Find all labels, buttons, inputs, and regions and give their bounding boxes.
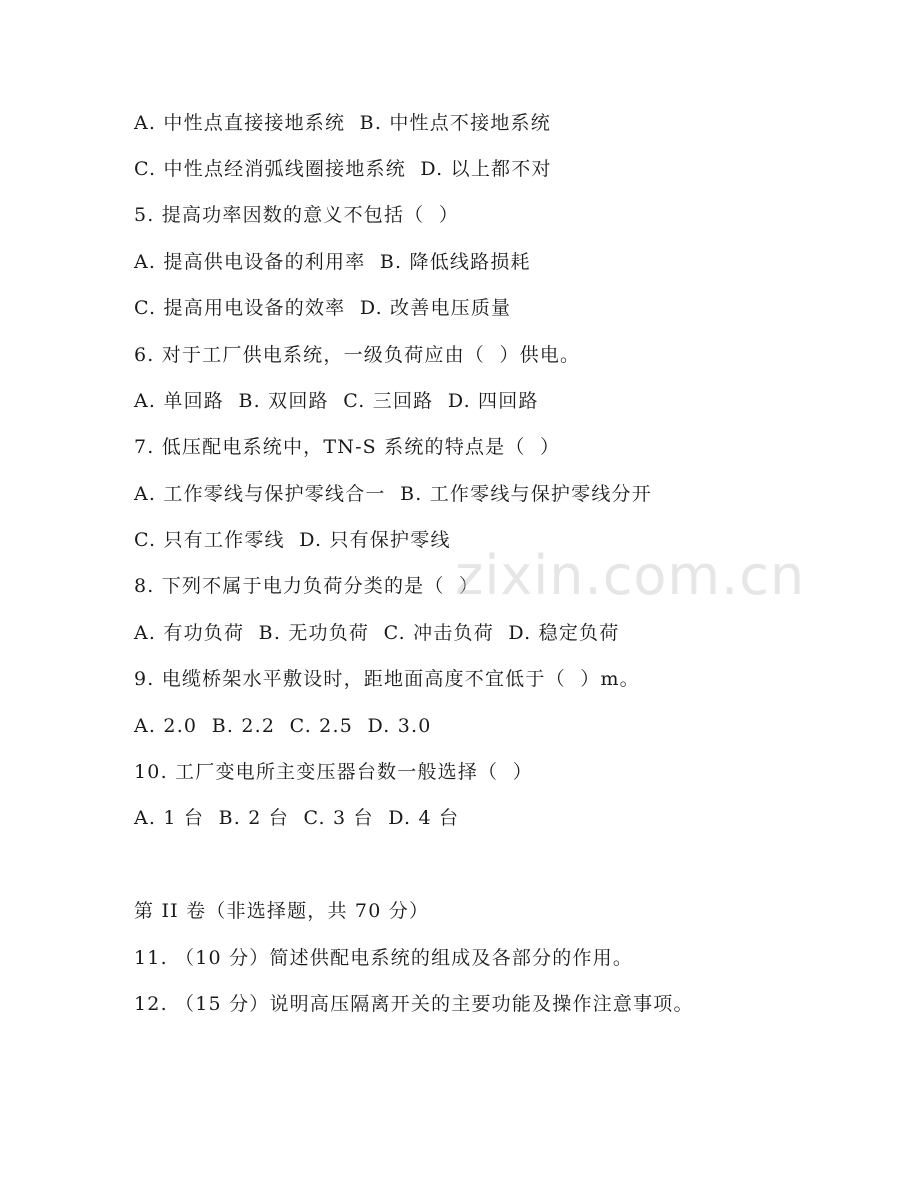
q8-options: A. 有功负荷 B. 无功负荷 C. 冲击负荷 D. 稳定负荷 — [134, 622, 620, 644]
q6-options: A. 单回路 B. 双回路 C. 三回路 D. 四回路 — [134, 390, 539, 412]
section-2-heading: 第 II 卷（非选择题，共 70 分） — [134, 900, 430, 922]
question-10: 10. 工厂变电所主变压器台数一般选择（ ） — [134, 761, 533, 783]
question-7: 7. 低压配电系统中，TN-S 系统的特点是（ ） — [134, 436, 561, 458]
question-12: 12. （15 分）说明高压隔离开关的主要功能及操作注意事项。 — [134, 993, 694, 1015]
q10-options: A. 1 台 B. 2 台 C. 3 台 D. 4 台 — [134, 807, 460, 829]
question-6: 6. 对于工厂供电系统，一级负荷应由（ ）供电。 — [134, 344, 581, 366]
q5-options-ab: A. 提高供电设备的利用率 B. 降低线路损耗 — [134, 251, 531, 273]
question-11: 11. （10 分）简述供配电系统的组成及各部分的作用。 — [134, 947, 634, 969]
watermark: zixin.com.cn — [455, 544, 806, 607]
q9-options: A. 2.0 B. 2.2 C. 2.5 D. 3.0 — [134, 715, 432, 737]
question-5: 5. 提高功率因数的意义不包括（ ） — [134, 204, 460, 226]
question-9: 9. 电缆桥架水平敷设时，距地面高度不宜低于（ ）m。 — [134, 668, 640, 690]
q4-options-ab: A. 中性点直接接地系统 B. 中性点不接地系统 — [134, 112, 551, 134]
q7-options-ab: A. 工作零线与保护零线合一 B. 工作零线与保护零线分开 — [134, 483, 652, 505]
question-8: 8. 下列不属于电力负荷分类的是（ ） — [134, 575, 480, 597]
q7-options-cd: C. 只有工作零线 D. 只有保护零线 — [134, 529, 451, 551]
q4-options-cd: C. 中性点经消弧线圈接地系统 D. 以上都不对 — [134, 158, 552, 180]
q5-options-cd: C. 提高用电设备的效率 D. 改善电压质量 — [134, 297, 512, 319]
